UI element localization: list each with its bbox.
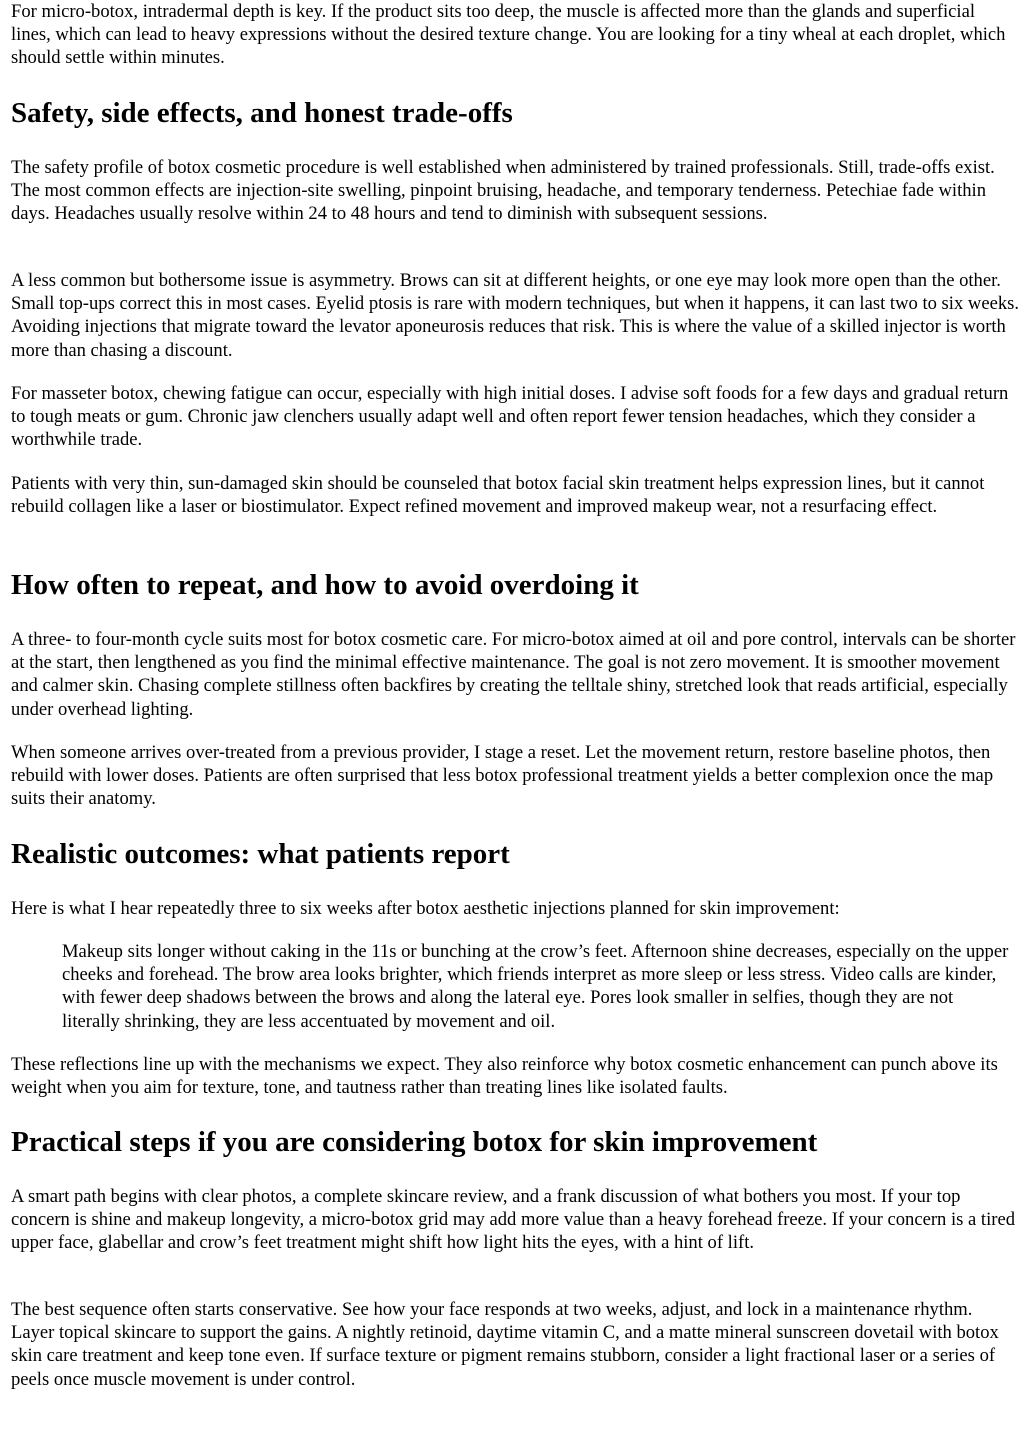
heading-repeat: How often to repeat, and how to avoid overdoing it [11, 569, 639, 601]
paragraph-reflections: These reflections line up with the mechanisms we expect. They also reinforce why botox cosmetic enhancement can punch above its weight when you aim for texture, tone, and tautness rather than treating lines like isolated faults. [11, 1054, 998, 1099]
blockquote-patient-reports: Makeup sits longer without caking in the 11s or bunching at the crow’s feet. Afternoon shine decreases, especially on the upper cheeks and forehead. The brow area looks brighter, which friends interpret as more sleep or less stress. Video calls are kinder, with fewer deep shadows between the brows and along the lateral eye. Pores look smaller in selfies, though they are not literally shrinking, they are less accentuated by movement and oil. [62, 941, 1009, 1032]
paragraph-smart-path: A smart path begins with clear photos, a complete skincare review, and a frank discussion of what bothers you most. If your top concern is shine and makeup longevity, a micro-botox grid may add more value than a heavy forehead freeze. If your concern is a tired upper face, glabellar and crow’s feet treatment might shift how light hits the eyes, with a hint of lift. [11, 1186, 1016, 1254]
paragraph-safety-profile: The safety profile of botox cosmetic procedure is well established when administered by trained professionals. Still, trade-offs exist. The most common effects are injection-site swelling, pinpoint bruising, headache, and temporary tenderness. Petechiae fade within days. Headaches usually resolve within 24 to 48 hours and tend to diminish with subsequent sessions. [11, 157, 995, 225]
heading-outcomes: Realistic outcomes: what patients report [11, 838, 510, 870]
paragraph-thin-skin: Patients with very thin, sun-damaged skin should be counseled that botox facial skin treatment helps expression lines, but it cannot rebuild collagen like a laser or biostimulator. Expect refined movement and improved makeup wear, not a resurfacing effect. [11, 473, 985, 518]
paragraph-masseter: For masseter botox, chewing fatigue can occur, especially with high initial doses. I advise soft foods for a few days and gradual return to tough meats or gum. Chronic jaw clenchers usually adapt well and often report fewer tension headaches, which they consider a worthwhile trade. [11, 383, 1009, 451]
paragraph-hear: Here is what I hear repeatedly three to six weeks after botox aesthetic injections planned for skin improvement: [11, 898, 840, 919]
heading-practical: Practical steps if you are considering botox for skin improvement [11, 1126, 818, 1158]
paragraph-intradermal-depth: For micro-botox, intradermal depth is key. If the product sits too deep, the muscle is affected more than the glands and superficial lines, which can lead to heavy expressions without the desired texture change. You are looking for a tiny wheal at each droplet, which should settle within minutes. [11, 1, 1006, 69]
paragraph-asymmetry: A less common but bothersome issue is asymmetry. Brows can sit at different heights, or one eye may look more open than the other. Small top-ups correct this in most cases. Eyelid ptosis is rare with modern techniques, but when it happens, it can last two to six weeks. Avoiding injections that migrate toward the levator aponeurosis reduces that risk. This is where the value of a skilled injector is worth more than chasing a discount. [11, 270, 1020, 361]
paragraph-reset: When someone arrives over-treated from a previous provider, I stage a reset. Let the movement return, restore baseline photos, then rebuild with lower doses. Patients are often surprised that less botox professional treatment yields a better complexion once the map suits their anatomy. [11, 742, 994, 810]
heading-safety: Safety, side effects, and honest trade-offs [11, 97, 513, 129]
paragraph-sequence: The best sequence often starts conservative. See how your face responds at two weeks, adjust, and lock in a maintenance rhythm. Layer topical skincare to support the gains. A nightly retinoid, daytime vitamin C, and a matte mineral sunscreen dovetail with botox skin care treatment and keep tone even. If surface texture or pigment remains stubborn, consider a light fractional laser or a series of peels once muscle movement is under control. [11, 1299, 999, 1390]
paragraph-cycle: A three- to four-month cycle suits most for botox cosmetic care. For micro-botox aimed at oil and pore control, intervals can be shorter at the start, then lengthened as you find the minimal effective maintenance. The goal is not zero movement. It is smoother movement and calmer skin. Chasing complete stillness often backfires by creating the telltale shiny, stretched look that reads artificial, especially under overhead lighting. [11, 629, 1016, 720]
